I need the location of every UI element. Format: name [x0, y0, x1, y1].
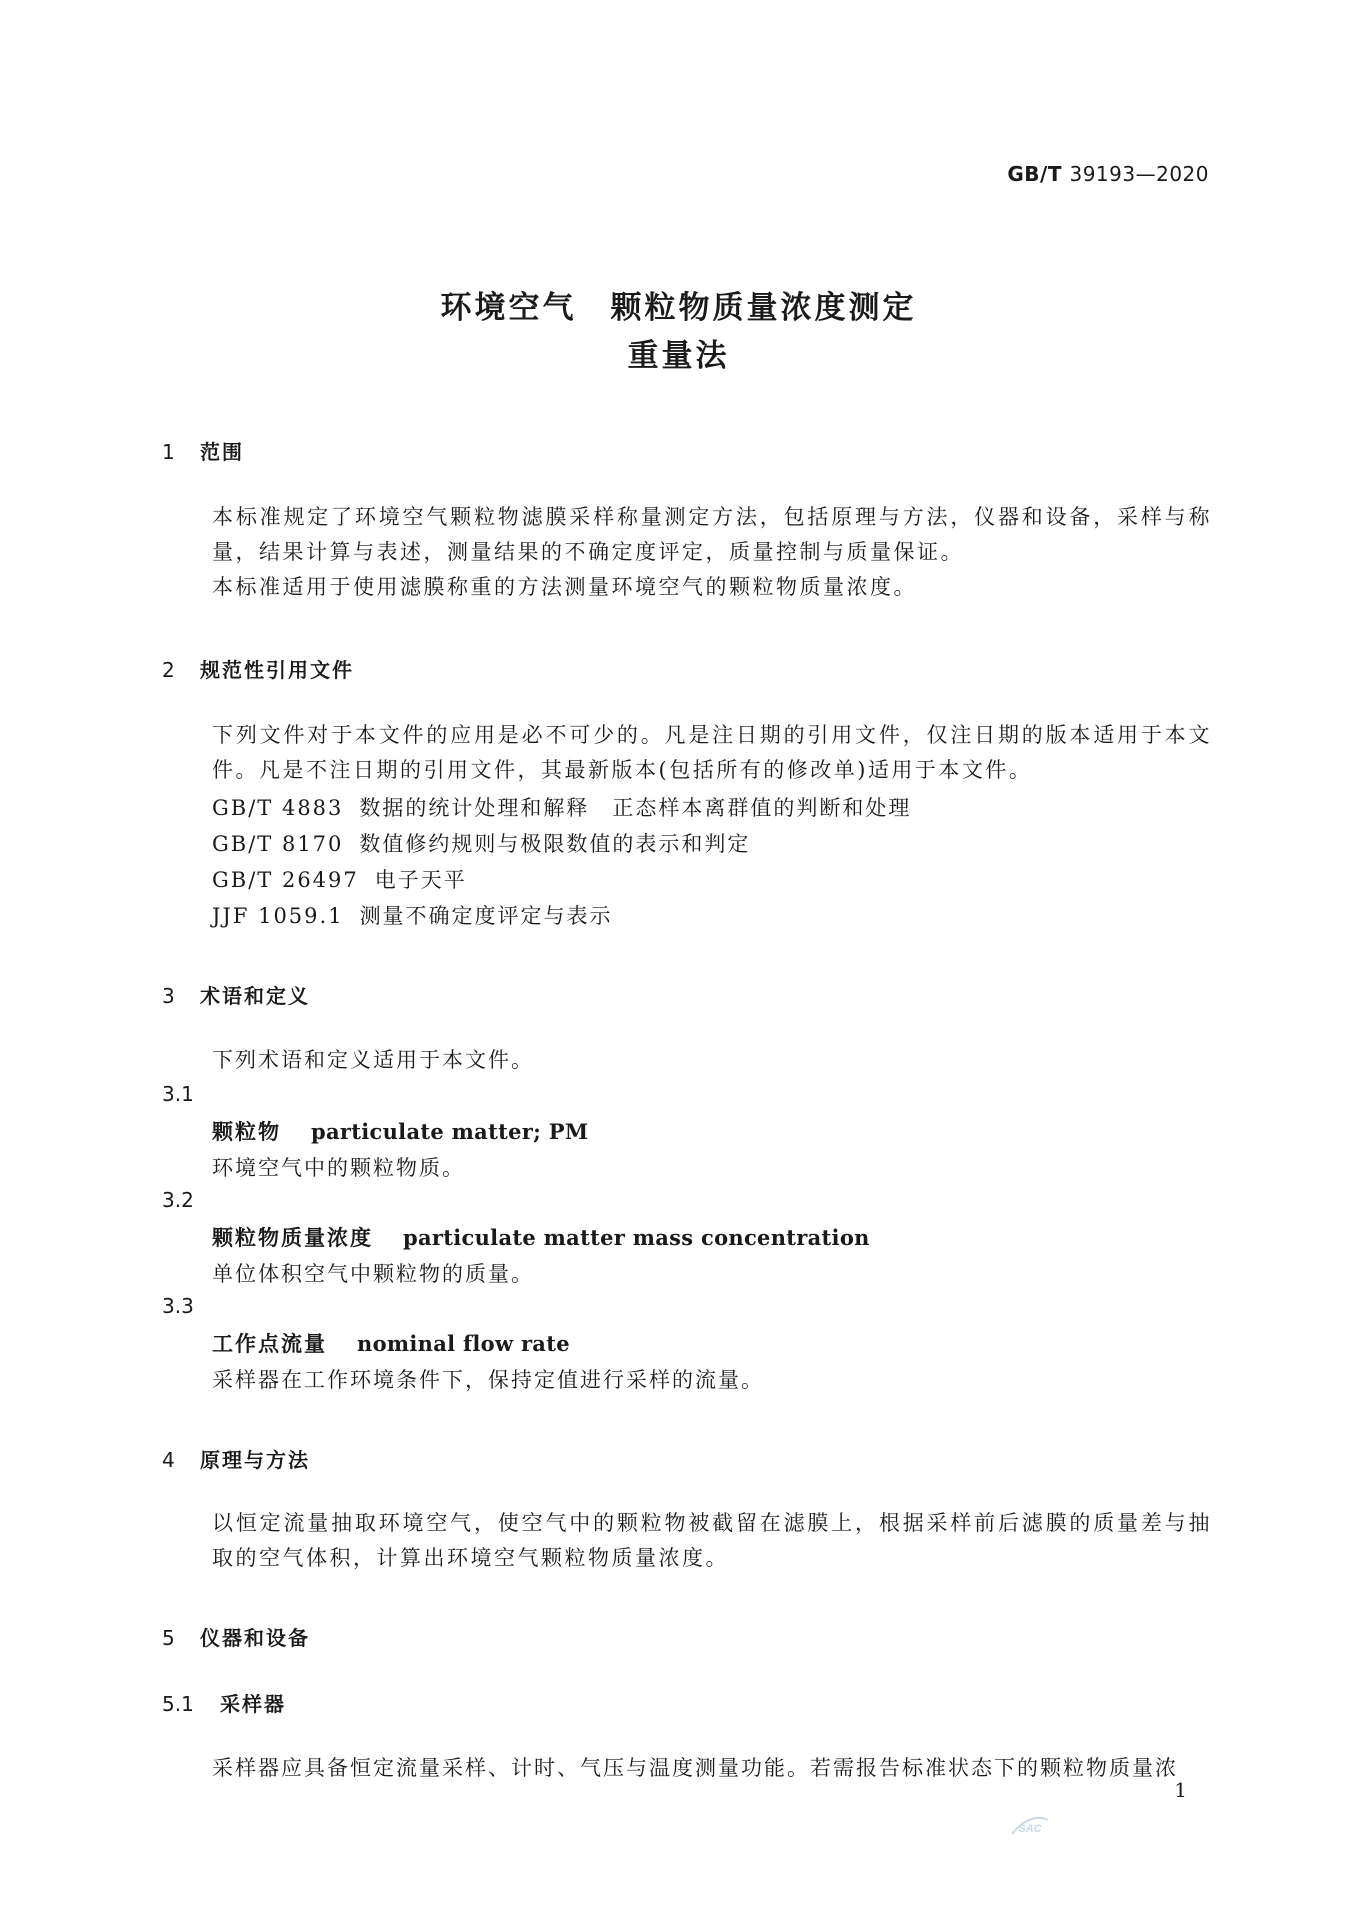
term-definition: 环境空气中的颗粒物质。 [212, 1156, 465, 1180]
term-english: particulate matter mass concentration [403, 1225, 870, 1250]
logo-text: SAC [1018, 1823, 1042, 1835]
section-number: 5.1 [162, 1692, 194, 1716]
section-title: 范围 [200, 440, 244, 464]
term-chinese: 颗粒物质量浓度 [212, 1226, 373, 1250]
term-heading [212, 1116, 588, 1146]
standard-prefix: GB/T [1007, 162, 1062, 186]
section-number: 4 [162, 1448, 175, 1472]
section-1-paragraph-2: 本标准适用于使用滤膜称重的方法测量环境空气的颗粒物质量浓度。 [212, 575, 917, 599]
term-heading [212, 1222, 870, 1252]
section-title: 术语和定义 [200, 984, 310, 1008]
section-5-heading [162, 1622, 310, 1651]
document-subtitle: 重量法 [627, 338, 730, 374]
reference-item: JJF 1059.1 测量不确定度评定与表示 [212, 904, 613, 928]
section-2-paragraph-1: 下列文件对于本文件的应用是必不可少的。凡是注日期的引用文件，仅注日期的版本适用于本文件。凡是不注日期的引用文件，其最新版本(包括所有的修改单)适用于本文件。 [212, 723, 1212, 782]
section-number: 2 [162, 658, 175, 682]
term-chinese: 工作点流量 [212, 1332, 327, 1356]
term-heading [212, 1328, 570, 1358]
term-definition: 采样器在工作环境条件下，保持定值进行采样的流量。 [212, 1368, 764, 1392]
standard-number [1007, 162, 1209, 186]
term-number: 3.1 [162, 1082, 194, 1106]
section-number: 3 [162, 984, 175, 1008]
section-4-heading [162, 1444, 310, 1473]
section-title: 仪器和设备 [200, 1626, 310, 1650]
section-5-1-paragraph-1: 采样器应具备恒定流量采样、计时、气压与温度测量功能。若需报告标准状态下的颗粒物质量浓 [212, 1756, 1178, 1780]
reference-item: GB/T 4883 数据的统计处理和解释 正态样本离群值的判断和处理 [212, 796, 912, 820]
section-title: 采样器 [220, 1692, 286, 1716]
section-5-1-heading [162, 1688, 286, 1717]
term-number: 3.2 [162, 1188, 194, 1212]
section-2-heading [162, 654, 354, 683]
section-title: 原理与方法 [200, 1448, 310, 1472]
term-number: 3.3 [162, 1294, 194, 1318]
section-1-heading [162, 436, 244, 465]
standard-code: 39193—2020 [1069, 162, 1209, 186]
term-definition: 单位体积空气中颗粒物的质量。 [212, 1262, 534, 1286]
section-4-paragraph-1: 以恒定流量抽取环境空气，使空气中的颗粒物被截留在滤膜上，根据采样前后滤膜的质量差与抽取的空气体积，计算出环境空气颗粒物质量浓度。 [212, 1511, 1212, 1570]
section-title: 规范性引用文件 [200, 658, 354, 682]
section-3-intro: 下列术语和定义适用于本文件。 [212, 1048, 534, 1072]
page-number: 1 [1174, 1778, 1187, 1802]
term-english: particulate matter; PM [311, 1119, 589, 1144]
document-title: 环境空气 颗粒物质量浓度测定 [440, 290, 917, 326]
reference-item: GB/T 26497 电子天平 [212, 868, 467, 892]
sac-logo [1008, 1810, 1052, 1840]
section-number: 5 [162, 1626, 175, 1650]
term-chinese: 颗粒物 [212, 1120, 281, 1144]
section-number: 1 [162, 440, 175, 464]
section-1-paragraph-1: 本标准规定了环境空气颗粒物滤膜采样称量测定方法，包括原理与方法，仪器和设备，采样与称量，结果计算与表述，测量结果的不确定度评定，质量控制与质量保证。 [212, 505, 1212, 564]
section-3-heading [162, 980, 310, 1009]
term-english: nominal flow rate [357, 1331, 570, 1356]
reference-item: GB/T 8170 数值修约规则与极限数值的表示和判定 [212, 832, 751, 856]
